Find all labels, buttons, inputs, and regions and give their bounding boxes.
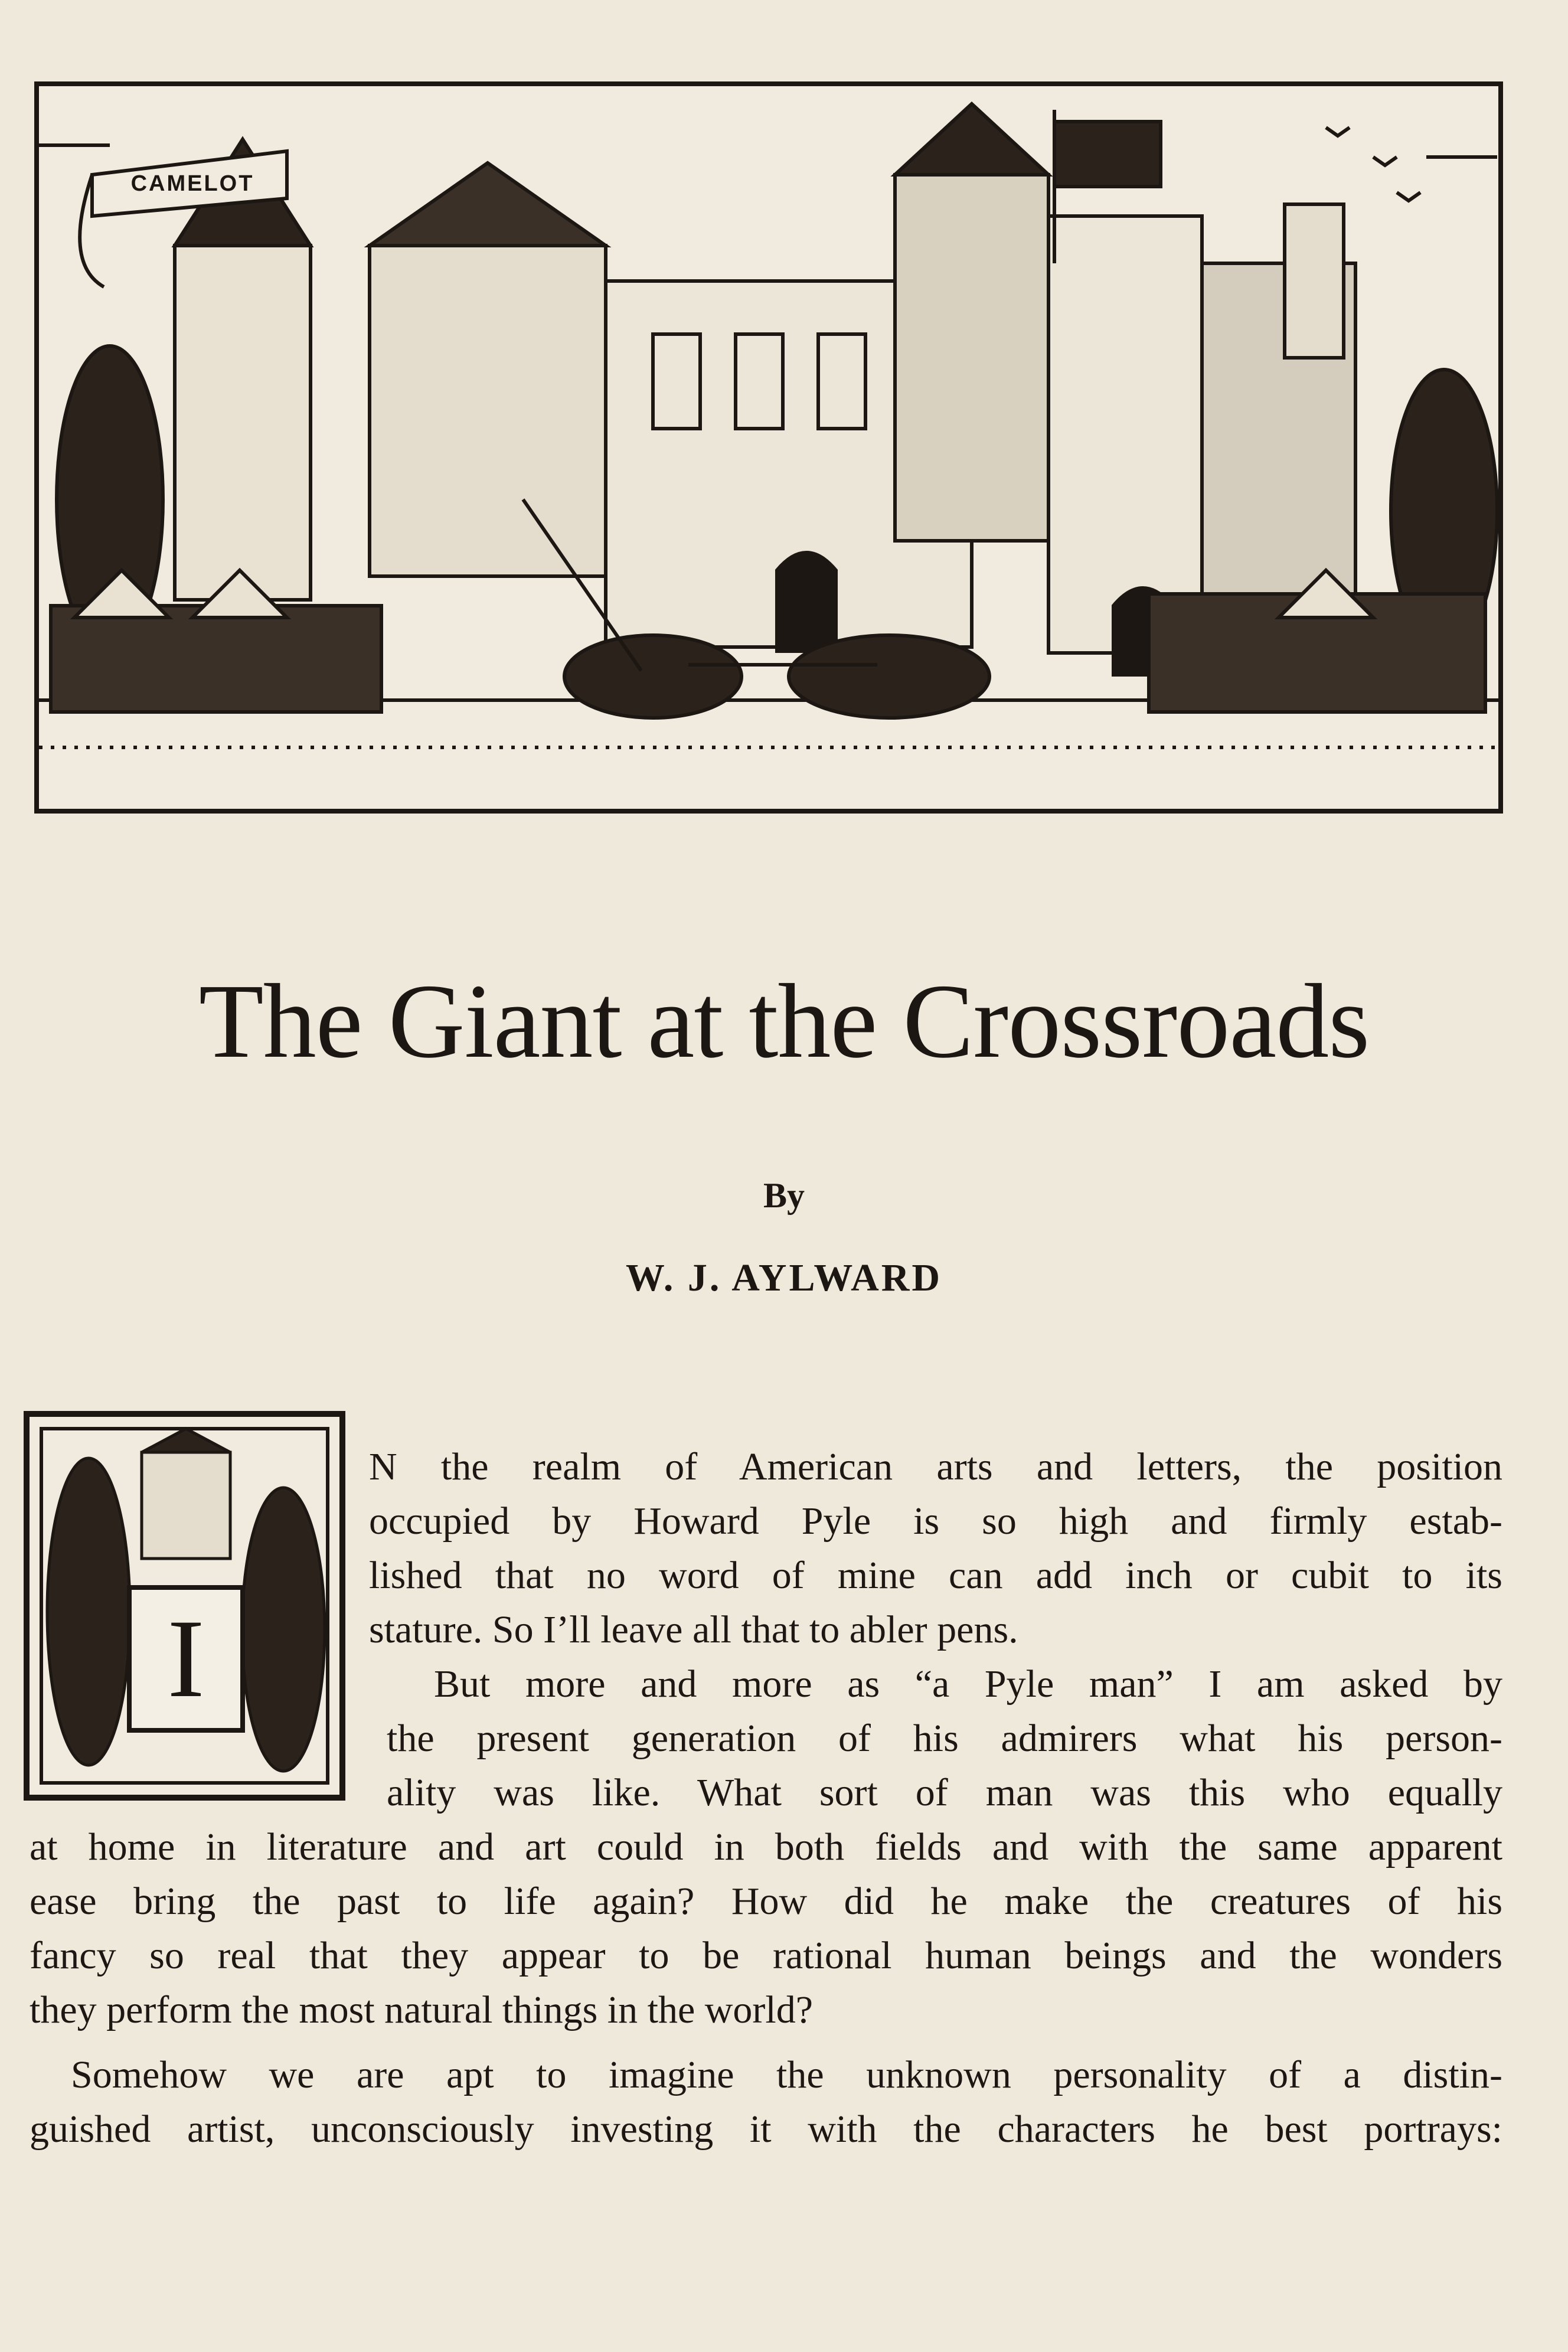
body-line: lished that no word of mine can add inch or cubit to its — [369, 1554, 1502, 1597]
drop-cap-ornament — [24, 1411, 345, 1801]
camelot-illustration — [34, 81, 1503, 814]
camelot-banner-label: CAMELOT — [130, 171, 254, 196]
body-line: fancy so real that they appear to be rational human beings and the wonders — [30, 1934, 1502, 1977]
author-name: W. J. AYLWARD — [625, 1256, 943, 1299]
byline-prefix: By — [763, 1176, 805, 1215]
drop-cap-letter: I — [127, 1585, 245, 1733]
body-line: guished artist, unconsciously investing it with the characters he best portrays: — [30, 2108, 1502, 2151]
body-line: But more and more as “a Pyle man” I am asked by — [434, 1662, 1502, 1706]
body-line: occupied by Howard Pyle is so high and firmly estab- — [369, 1500, 1502, 1543]
body-line: the present generation of his admirers what his person- — [387, 1717, 1502, 1760]
body-line: at home in literature and art could in both fields and with the same apparent — [30, 1825, 1502, 1868]
body-line: ease bring the past to life again? How did he make the creatures of his — [30, 1880, 1502, 1923]
body-line: ality was like. What sort of man was this who equally — [387, 1771, 1502, 1814]
article-title: The Giant at the Crossroads — [198, 962, 1370, 1080]
body-line: Somehow we are apt to imagine the unknown personality of a distin- — [71, 2053, 1502, 2096]
body-line: they perform the most natural things in the world? — [30, 1988, 814, 2031]
body-line: stature. So I’ll leave all that to abler pens. — [369, 1608, 1018, 1651]
body-line: N the realm of American arts and letters, the position — [369, 1445, 1502, 1488]
